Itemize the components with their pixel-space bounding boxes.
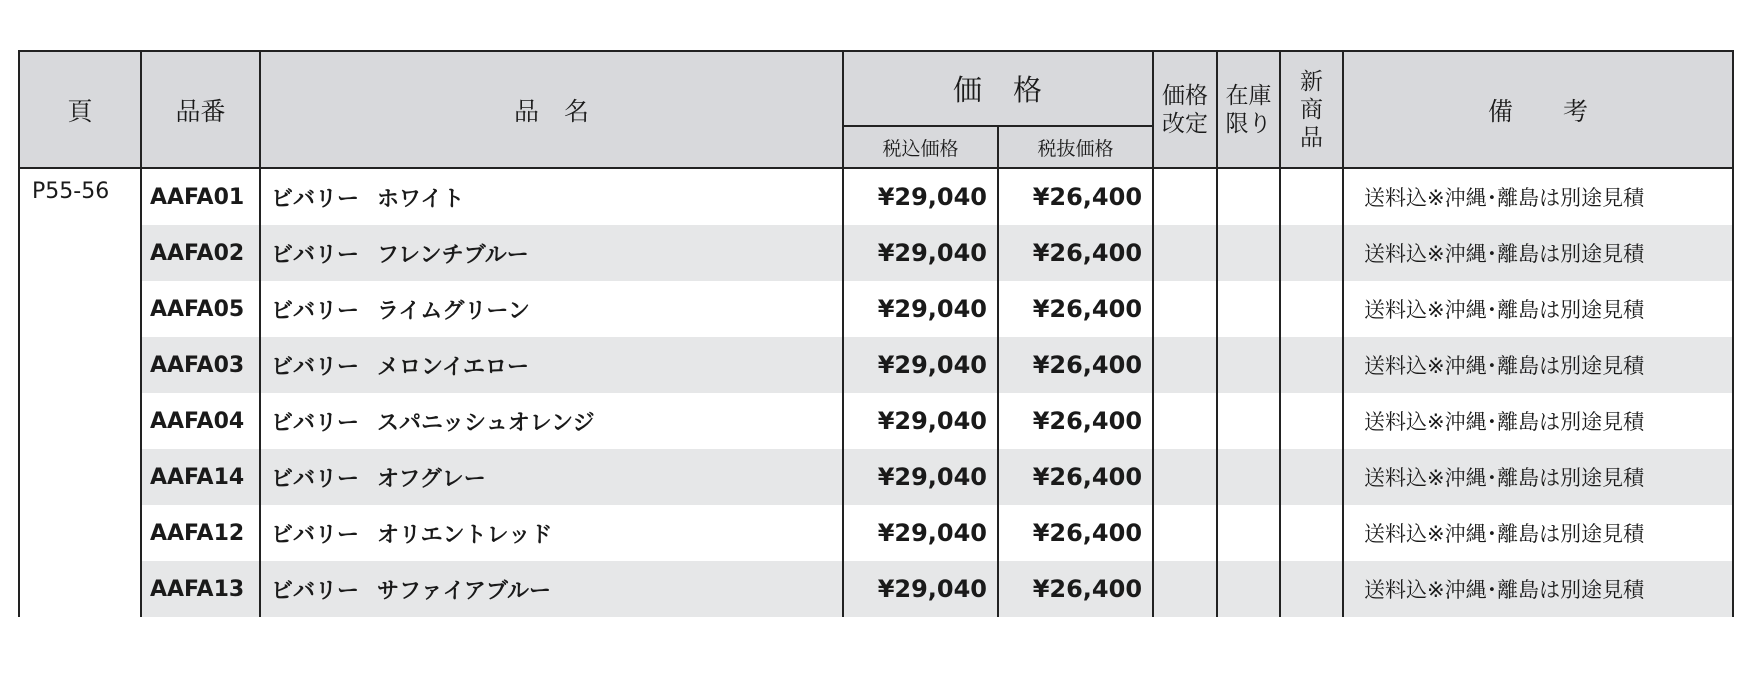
header-stock-limited: 在庫限り [1217, 51, 1280, 168]
stock-limited-cell [1217, 337, 1280, 393]
color-name: ライムグリーン [377, 298, 530, 324]
price-tax-in: ¥29,040 [843, 281, 998, 337]
price-revision-cell [1153, 505, 1217, 561]
header-price-tax-in: 税込価格 [843, 126, 998, 168]
table-row [19, 168, 1733, 225]
series-name: ビバリー [271, 298, 360, 324]
product-code: AAFA03 [141, 337, 260, 393]
product-name [260, 225, 843, 281]
header-name: 品 名 [260, 51, 843, 168]
new-product-cell [1280, 561, 1343, 617]
table-body [19, 168, 1733, 617]
price-tax-ex: ¥26,400 [998, 505, 1153, 561]
remarks-cell: 送料込※沖縄･離島は別途見積 [1343, 449, 1733, 505]
series-name: ビバリー [271, 578, 360, 604]
table-row [19, 505, 1733, 561]
product-code: AAFA02 [141, 225, 260, 281]
table-row [19, 281, 1733, 337]
remarks-cell: 送料込※沖縄･離島は別途見積 [1343, 225, 1733, 281]
product-code: AAFA04 [141, 393, 260, 449]
color-name: サファイアブルー [377, 578, 552, 604]
product-name [260, 281, 843, 337]
stock-limited-cell [1217, 449, 1280, 505]
header-price-tax-ex: 税抜価格 [998, 126, 1153, 168]
new-product-cell [1280, 337, 1343, 393]
stock-limited-cell [1217, 561, 1280, 617]
price-tax-ex: ¥26,400 [998, 449, 1153, 505]
product-code: AAFA12 [141, 505, 260, 561]
product-name [260, 561, 843, 617]
product-code: AAFA13 [141, 561, 260, 617]
header-price: 価 格 [843, 51, 1153, 126]
price-revision-cell [1153, 337, 1217, 393]
table-row [19, 449, 1733, 505]
header-remarks: 備 考 [1343, 51, 1733, 168]
price-revision-cell [1153, 225, 1217, 281]
new-product-cell [1280, 393, 1343, 449]
remarks-cell: 送料込※沖縄･離島は別途見積 [1343, 561, 1733, 617]
new-product-cell [1280, 505, 1343, 561]
new-product-cell [1280, 449, 1343, 505]
header-code: 品番 [141, 51, 260, 168]
product-name [260, 449, 843, 505]
price-table [18, 50, 1734, 617]
remarks-cell: 送料込※沖縄･離島は別途見積 [1343, 281, 1733, 337]
color-name: オリエントレッド [377, 522, 553, 548]
remarks-cell: 送料込※沖縄･離島は別途見積 [1343, 393, 1733, 449]
remarks-cell: 送料込※沖縄･離島は別途見積 [1343, 337, 1733, 393]
new-product-cell [1280, 225, 1343, 281]
color-name: フレンチブルー [377, 242, 529, 268]
stock-limited-cell [1217, 225, 1280, 281]
product-name [260, 168, 843, 225]
table-row [19, 225, 1733, 281]
series-name: ビバリー [271, 186, 360, 212]
new-product-cell [1280, 281, 1343, 337]
product-name [260, 505, 843, 561]
color-name: ホワイト [377, 186, 465, 212]
price-tax-ex: ¥26,400 [998, 561, 1153, 617]
table-row [19, 337, 1733, 393]
price-revision-cell [1153, 168, 1217, 225]
table-row [19, 393, 1733, 449]
table-header [19, 51, 1733, 168]
header-price-revision: 価格改定 [1153, 51, 1217, 168]
product-code: AAFA14 [141, 449, 260, 505]
price-tax-in: ¥29,040 [843, 393, 998, 449]
table-row [19, 561, 1733, 617]
price-tax-in: ¥29,040 [843, 449, 998, 505]
price-tax-in: ¥29,040 [843, 225, 998, 281]
price-revision-cell [1153, 449, 1217, 505]
remarks-cell: 送料込※沖縄･離島は別途見積 [1343, 505, 1733, 561]
stock-limited-cell [1217, 393, 1280, 449]
price-tax-ex: ¥26,400 [998, 393, 1153, 449]
price-tax-ex: ¥26,400 [998, 337, 1153, 393]
new-product-cell [1280, 168, 1343, 225]
series-name: ビバリー [271, 410, 360, 436]
product-name [260, 393, 843, 449]
price-tax-in: ¥29,040 [843, 168, 998, 225]
header-new-product: 新商品 [1280, 51, 1343, 168]
price-tax-in: ¥29,040 [843, 505, 998, 561]
price-revision-cell [1153, 281, 1217, 337]
stock-limited-cell [1217, 168, 1280, 225]
stock-limited-cell [1217, 281, 1280, 337]
page-reference: P55-56 [19, 168, 141, 617]
color-name: メロンイエロー [377, 354, 530, 380]
price-tax-ex: ¥26,400 [998, 225, 1153, 281]
series-name: ビバリー [271, 242, 360, 268]
color-name: スパニッシュオレンジ [377, 410, 595, 436]
product-code: AAFA05 [141, 281, 260, 337]
series-name: ビバリー [271, 354, 360, 380]
series-name: ビバリー [271, 522, 360, 548]
remarks-cell: 送料込※沖縄･離島は別途見積 [1343, 168, 1733, 225]
product-code: AAFA01 [141, 168, 260, 225]
price-tax-in: ¥29,040 [843, 561, 998, 617]
price-tax-ex: ¥26,400 [998, 281, 1153, 337]
color-name: オフグレー [377, 466, 486, 492]
series-name: ビバリー [271, 466, 360, 492]
stock-limited-cell [1217, 505, 1280, 561]
price-tax-in: ¥29,040 [843, 337, 998, 393]
price-tax-ex: ¥26,400 [998, 168, 1153, 225]
product-name [260, 337, 843, 393]
price-revision-cell [1153, 561, 1217, 617]
header-page: 頁 [19, 51, 141, 168]
price-revision-cell [1153, 393, 1217, 449]
